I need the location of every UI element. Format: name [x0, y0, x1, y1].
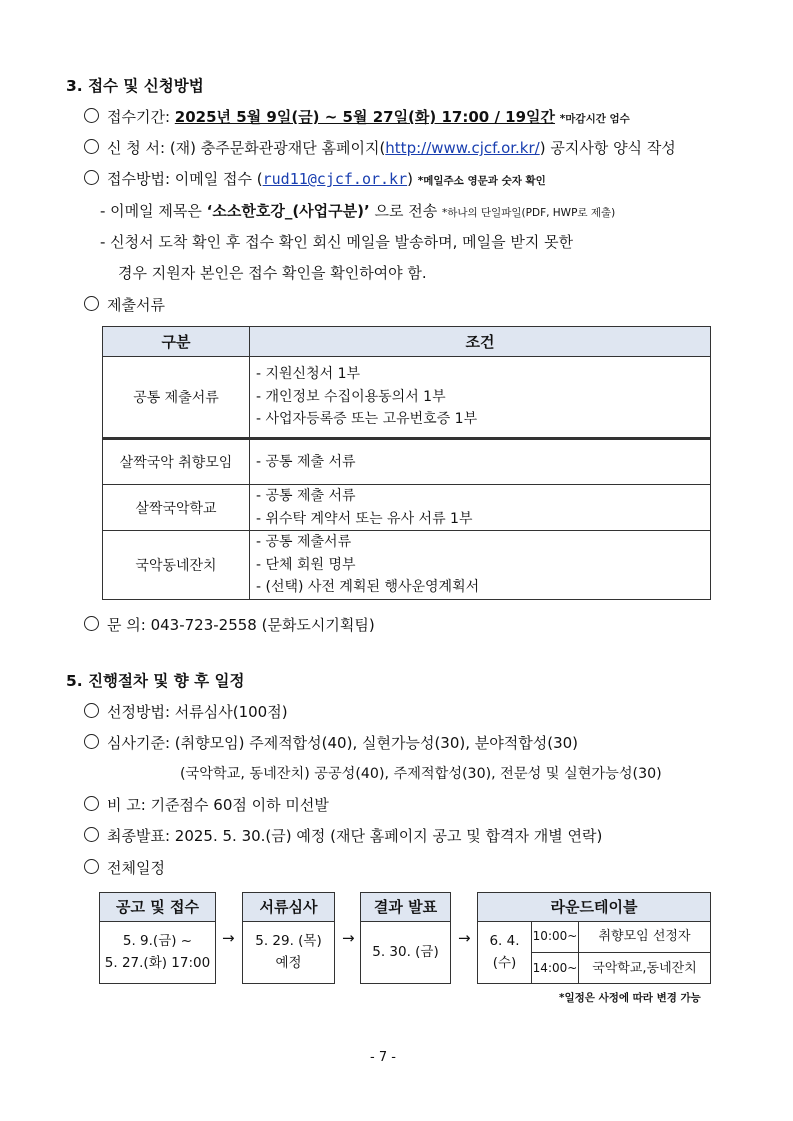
method-line — [84, 168, 546, 189]
email-title-suffix: 으로 전송 — [369, 202, 442, 220]
remark-line — [84, 794, 329, 815]
period-value: 2025년 5월 9일(금) ~ 5월 27일(화) 17:00 / 19일간 — [174, 108, 556, 126]
form-line — [84, 137, 676, 158]
condition-item: - 단체 회원 명부 — [256, 556, 356, 573]
email-title-value: ‘소소한호강_(사업구분)’ — [206, 202, 370, 220]
table-cell-category: 살짝국악 취향모임 — [103, 439, 250, 485]
announce-line — [84, 825, 602, 846]
schedule-note: *일정은 사정에 따라 변경 가능 — [559, 992, 701, 1004]
condition-item: - 위수탁 계약서 또는 유사 서류 1부 — [256, 510, 473, 527]
arrow-right-icon: → — [342, 929, 355, 947]
homepage-link[interactable]: http://www.cjcf.or.kr/ — [385, 139, 540, 157]
documents-table — [102, 326, 711, 600]
method-suffix: ) — [407, 170, 413, 188]
table-row — [103, 357, 711, 439]
step-text: 5. 27.(화) 17:00 — [104, 955, 211, 971]
schedule-line — [84, 857, 165, 878]
slot-item: 취향모임 선정자 — [598, 929, 691, 944]
table-cell-condition — [250, 485, 711, 531]
roundtable-date — [478, 921, 532, 983]
step-text: 5. 9.(금) ~ — [122, 933, 193, 949]
table-header-category: 구분 — [103, 327, 250, 357]
step-text: 5. 30. (금) — [372, 944, 439, 960]
email-title-prefix: - 이메일 제목은 — [100, 202, 207, 220]
circle-bullet-icon — [84, 139, 99, 154]
selection-text: 선정방법: 서류심사(100점) — [107, 703, 288, 721]
circle-bullet-icon — [84, 827, 99, 842]
condition-item: - (선택) 사전 계획된 행사운영계획서 — [256, 579, 480, 596]
method-label: 접수방법: 이메일 접수 ( — [107, 170, 263, 188]
roundtable-slot — [532, 953, 710, 983]
circle-bullet-icon — [84, 108, 99, 123]
docs-line — [84, 294, 165, 315]
slot-time: 10:00~ — [532, 921, 579, 952]
schedule-step-review — [242, 892, 335, 984]
circle-bullet-icon — [84, 616, 99, 631]
table-row — [103, 439, 711, 485]
condition-item: - 개인정보 수집이용동의서 1부 — [256, 388, 446, 405]
condition-item: - 사업자등록증 또는 고유번호증 1부 — [256, 411, 478, 428]
table-row — [103, 531, 711, 600]
arrow-right-icon: → — [458, 929, 471, 947]
step-text: (수) — [492, 955, 517, 971]
roundtable-slot — [532, 921, 710, 953]
table-cell-condition — [250, 531, 711, 600]
section3-title: 3. 접수 및 신청방법 — [66, 77, 204, 95]
page-number: - 7 - — [370, 1050, 396, 1065]
email-title-line — [100, 200, 615, 221]
form-label: 신 청 서: (재) 충주문화관광재단 홈페이지( — [107, 139, 386, 157]
circle-bullet-icon — [84, 734, 99, 749]
table-row — [103, 485, 711, 531]
condition-item: - 공통 제출 서류 — [256, 453, 356, 470]
step-body — [361, 921, 450, 983]
table-cell-category: 공통 제출서류 — [103, 357, 250, 439]
arrow-right-icon: → — [222, 929, 235, 947]
slot-item: 국악학교,동네잔치 — [592, 961, 697, 976]
table-cell-condition — [250, 357, 711, 439]
schedule-step-roundtable — [477, 892, 711, 984]
remark-text: 비 고: 기준점수 60점 이하 미선발 — [107, 796, 329, 814]
confirm-line-1: - 신청서 도착 확인 후 접수 확인 회신 메일을 발송하며, 메일을 받지 못한 — [100, 233, 574, 251]
slot-time: 14:00~ — [532, 953, 579, 983]
step-title: 결과 발표 — [361, 893, 450, 922]
section5-title: 5. 진행절차 및 향 후 일정 — [66, 672, 245, 690]
announce-text: 최종발표: 2025. 5. 30.(금) 예정 (재단 홈페이지 공고 및 합격자 개별 연락) — [107, 827, 603, 845]
circle-bullet-icon — [84, 859, 99, 874]
email-title-note: *하나의 단일파일(PDF, HWP로 제출) — [441, 207, 616, 219]
form-suffix: ) 공지사항 양식 작성 — [539, 139, 676, 157]
step-text: 5. 29. (목) — [255, 933, 322, 949]
method-note: *메일주소 영문과 숫자 확인 — [417, 175, 546, 187]
selection-line — [84, 701, 288, 722]
contact-text: 문 의: 043-723-2558 (문화도시기획팀) — [107, 616, 375, 634]
condition-item: - 공통 제출서류 — [256, 534, 352, 551]
step-title: 라운드테이블 — [478, 893, 710, 922]
schedule-step-result — [360, 892, 451, 984]
step-title: 서류심사 — [243, 893, 334, 922]
period-note: *마감시간 엄수 — [559, 113, 630, 125]
table-cell-condition — [250, 439, 711, 485]
circle-bullet-icon — [84, 703, 99, 718]
condition-item: - 지원신청서 1부 — [256, 366, 361, 383]
step-body — [243, 921, 334, 983]
period-line — [84, 106, 630, 127]
table-header-condition: 조건 — [250, 327, 711, 357]
criteria-line-2: (국악학교, 동네잔치) 공공성(40), 주제적합성(30), 전문성 및 실현가능성(30) — [180, 766, 662, 782]
contact-line — [84, 614, 375, 635]
docs-label: 제출서류 — [107, 296, 165, 314]
circle-bullet-icon — [84, 170, 99, 185]
schedule-step-application — [99, 892, 216, 984]
table-cell-category: 국악동네잔치 — [103, 531, 250, 600]
email-link[interactable]: rud11@cjcf.or.kr — [262, 170, 408, 188]
condition-item: - 공통 제출 서류 — [256, 488, 356, 504]
step-text: 예정 — [275, 955, 302, 971]
step-body — [100, 921, 215, 983]
period-label: 접수기간: — [107, 108, 175, 126]
criteria-line — [84, 732, 578, 753]
criteria-text: 심사기준: (취향모임) 주제적합성(40), 실현가능성(30), 분야적합성(30) — [107, 734, 579, 752]
schedule-label: 전체일정 — [107, 859, 165, 877]
table-cell-category: 살짝국악학교 — [103, 485, 250, 531]
step-title: 공고 및 접수 — [100, 893, 215, 922]
circle-bullet-icon — [84, 296, 99, 311]
circle-bullet-icon — [84, 796, 99, 811]
step-text: 6. 4. — [489, 933, 520, 949]
confirm-line-2: 경우 지원자 본인은 접수 확인을 확인하여야 함. — [118, 264, 427, 282]
